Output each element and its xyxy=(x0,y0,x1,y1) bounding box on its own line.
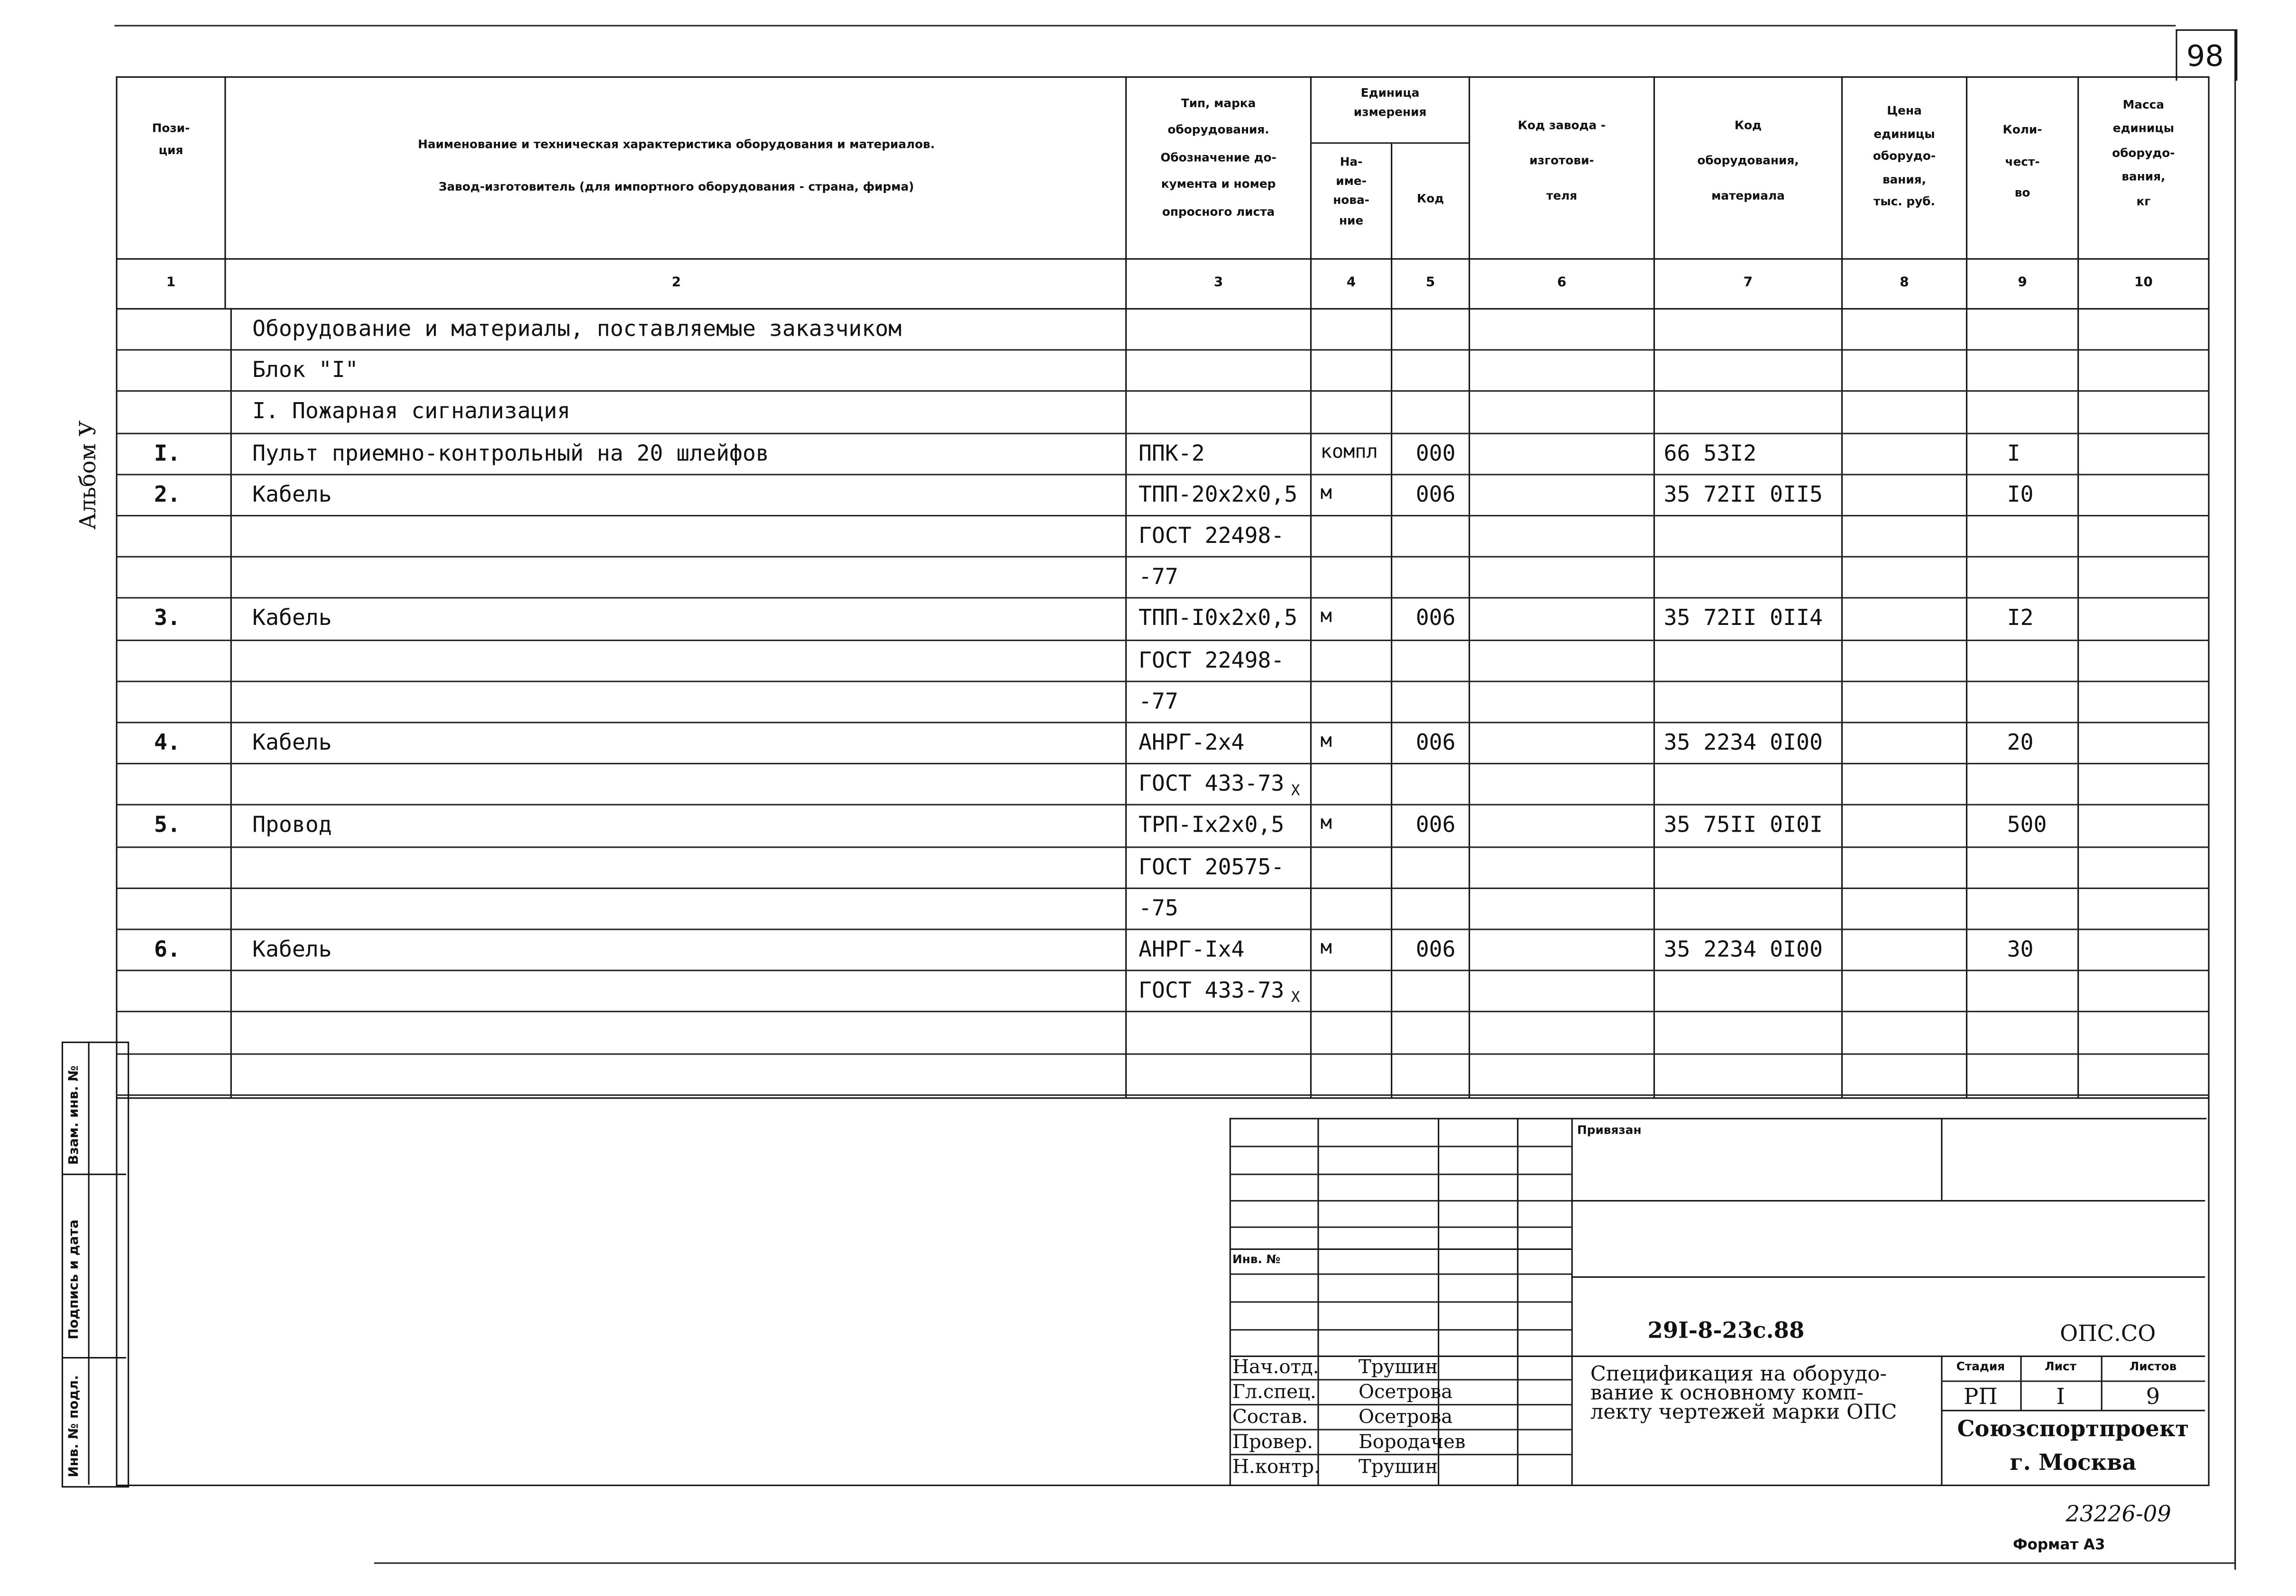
row-type-superscript: X xyxy=(1291,783,1300,800)
row-quantity: I xyxy=(2007,439,2020,466)
table-row xyxy=(0,597,2296,639)
col-number: 9 xyxy=(2018,275,2027,291)
row-name: Кабель xyxy=(252,481,332,507)
row-type: АНРГ-Iх4 xyxy=(1138,936,1245,963)
row-unit: м xyxy=(1320,937,1332,960)
header-maker-code: Код заводa - изготови- теля xyxy=(1517,119,1606,202)
format-label: Формат А3 xyxy=(2012,1537,2105,1554)
stamp-replace-inv: Взам. инв. № xyxy=(67,1065,83,1165)
row-unit-code: 006 xyxy=(1415,481,1456,507)
row-unit-code: 006 xyxy=(1415,812,1456,838)
row-type: -75 xyxy=(1138,894,1178,921)
row-type: ГОСТ 20575- xyxy=(1138,853,1285,880)
signer-name: Бородачев xyxy=(1359,1431,1466,1454)
table-row xyxy=(0,1053,2296,1094)
album-label: Альбом У xyxy=(74,420,101,530)
row-name: Кабель xyxy=(252,729,332,756)
table-row xyxy=(0,432,2296,473)
header-unit-code: Код xyxy=(1417,192,1444,206)
row-type-superscript: X xyxy=(1291,991,1300,1007)
col-number: 7 xyxy=(1743,275,1753,291)
row-unit-code: 006 xyxy=(1415,605,1456,632)
row-unit: м xyxy=(1320,813,1332,835)
table-row xyxy=(0,887,2296,928)
signer-role: Нач.отд. xyxy=(1232,1357,1319,1379)
row-quantity: 30 xyxy=(2007,936,2034,963)
header-price: Цена единицы оборудо- вания, тыс. руб. xyxy=(1873,104,1936,209)
row-material-code: 35 72II 0II5 xyxy=(1663,481,1823,507)
row-type: ТПП-20х2х0,5 xyxy=(1138,481,1298,507)
table-row xyxy=(0,722,2296,763)
row-name: I. Пожарная сигнализация xyxy=(252,398,570,425)
col-number: 4 xyxy=(1346,275,1356,291)
top-rule xyxy=(114,25,2176,27)
header-material-code: Код оборудования, материала xyxy=(1697,119,1799,202)
stage-label: Стадия xyxy=(1956,1360,2005,1373)
table-row xyxy=(0,349,2296,391)
row-name: Оборудование и материалы, поставляемые заказчиком xyxy=(252,315,902,342)
row-position: 2. xyxy=(154,481,181,507)
row-type: -77 xyxy=(1138,688,1178,715)
stage-value: РП xyxy=(1964,1383,1998,1410)
row-quantity: 20 xyxy=(2007,729,2034,756)
header-mass: Масса единицы оборудо- вания, кг xyxy=(2112,98,2175,208)
row-name: Кабель xyxy=(252,605,332,632)
header-unit-name: На- име- нова- ние xyxy=(1333,155,1369,227)
table-row xyxy=(0,639,2296,680)
row-material-code: 66 53I2 xyxy=(1663,439,1757,466)
table-row xyxy=(0,515,2296,556)
sheet-label: Лист xyxy=(2045,1360,2076,1373)
row-name: Провод xyxy=(252,812,332,838)
row-type: ГОСТ 433-73 xyxy=(1138,770,1285,797)
row-name: Пульт приемно-контрольный на 20 шлейфов xyxy=(252,439,769,466)
col-number: 10 xyxy=(2134,275,2153,291)
col-number: 6 xyxy=(1557,275,1567,291)
row-divider xyxy=(116,1094,2209,1095)
table-row xyxy=(0,805,2296,846)
organization: Союзспортпроект г. Москва xyxy=(1957,1415,2189,1476)
table-row xyxy=(0,929,2296,970)
row-material-code: 35 75II 0I0I xyxy=(1663,812,1823,838)
page-number: 98 xyxy=(2186,38,2224,73)
privyazan-label: Привязан xyxy=(1577,1124,1642,1137)
sheets-label: Листов xyxy=(2129,1360,2177,1373)
stamp-inv-original: Инв. № подл. xyxy=(67,1375,83,1477)
table-row xyxy=(0,556,2296,597)
signer-name: Трушин xyxy=(1359,1357,1438,1379)
row-quantity: I2 xyxy=(2007,605,2034,632)
col-number: 8 xyxy=(1900,275,1909,291)
row-material-code: 35 72II 0II4 xyxy=(1663,605,1823,632)
header-name: Наименование и техническая характеристика оборудования и материалов. Завод-изготовитель (для импортного оборудования - страна, фирма) xyxy=(418,138,935,193)
header-quantity: Коли- чест- во xyxy=(2002,123,2042,200)
row-position: 4. xyxy=(154,729,181,756)
col-number: 5 xyxy=(1425,275,1435,291)
row-type: ТРП-Iх2х0,5 xyxy=(1138,812,1285,838)
stamp-signature-date: Подпись и дата xyxy=(67,1219,83,1339)
row-type: ГОСТ 433-73 xyxy=(1138,977,1285,1004)
doc-description: Спецификация на оборудо- вание к основному комп- лекту чертежей марки ОПС xyxy=(1590,1363,1897,1425)
header-position: Пози- ция xyxy=(152,121,190,157)
table-row xyxy=(0,474,2296,515)
sheet-value: I xyxy=(2056,1383,2065,1410)
row-type: АНРГ-2х4 xyxy=(1138,729,1245,756)
col-number: 3 xyxy=(1213,275,1223,291)
row-unit-code: 006 xyxy=(1415,936,1456,963)
row-type: -77 xyxy=(1138,563,1178,590)
signer-role: Провер. xyxy=(1232,1431,1313,1454)
signer-name: Трушин xyxy=(1359,1457,1438,1479)
table-row xyxy=(0,970,2296,1011)
row-type: ГОСТ 22498- xyxy=(1138,646,1285,673)
row-unit: м xyxy=(1320,606,1332,629)
row-position: 3. xyxy=(154,605,181,632)
table-row xyxy=(0,763,2296,804)
sheets-value: 9 xyxy=(2146,1383,2160,1410)
row-position: 6. xyxy=(154,936,181,963)
signer-name: Осетрова xyxy=(1359,1407,1453,1429)
table-row xyxy=(0,680,2296,722)
row-unit: м xyxy=(1320,482,1332,504)
row-name: Блок "I" xyxy=(252,357,358,384)
row-material-code: 35 2234 0I00 xyxy=(1663,729,1823,756)
row-position: I. xyxy=(154,439,181,466)
doc-code: 29I-8-23с.88 xyxy=(1647,1317,1805,1344)
table-row xyxy=(0,1011,2296,1053)
row-name: Кабель xyxy=(252,936,332,963)
row-type: ППК-2 xyxy=(1138,439,1205,466)
table-row xyxy=(0,391,2296,432)
row-type: ГОСТ 22498- xyxy=(1138,522,1285,549)
row-unit: компл xyxy=(1320,441,1378,463)
signer-role: Н.контр. xyxy=(1232,1457,1320,1479)
row-position: 5. xyxy=(154,812,181,838)
col-number: 2 xyxy=(671,275,681,291)
header-type: Тип, марка оборудования. Обозначение до- кумента и номер опросного листа xyxy=(1160,97,1277,218)
row-unit-code: 000 xyxy=(1415,439,1456,466)
col-number: 1 xyxy=(166,275,176,291)
signer-role: Гл.спец. xyxy=(1232,1382,1316,1404)
inventory-number: 23226-09 xyxy=(2066,1501,2171,1527)
row-quantity: 500 xyxy=(2007,812,2047,838)
row-material-code: 35 2234 0I00 xyxy=(1663,936,1823,963)
header-unit-group: Единица измерения xyxy=(1353,86,1427,119)
signer-role: Состав. xyxy=(1232,1407,1308,1429)
inv-number-label: Инв. № xyxy=(1232,1253,1281,1266)
row-unit: м xyxy=(1320,730,1332,753)
row-type: ТПП-I0х2х0,5 xyxy=(1138,605,1298,632)
row-unit-code: 006 xyxy=(1415,729,1456,756)
row-quantity: I0 xyxy=(2007,481,2034,507)
table-row xyxy=(0,846,2296,887)
signer-name: Осетрова xyxy=(1359,1382,1453,1404)
doc-mark: ОПС.СО xyxy=(2059,1320,2156,1347)
table-row xyxy=(0,308,2296,349)
